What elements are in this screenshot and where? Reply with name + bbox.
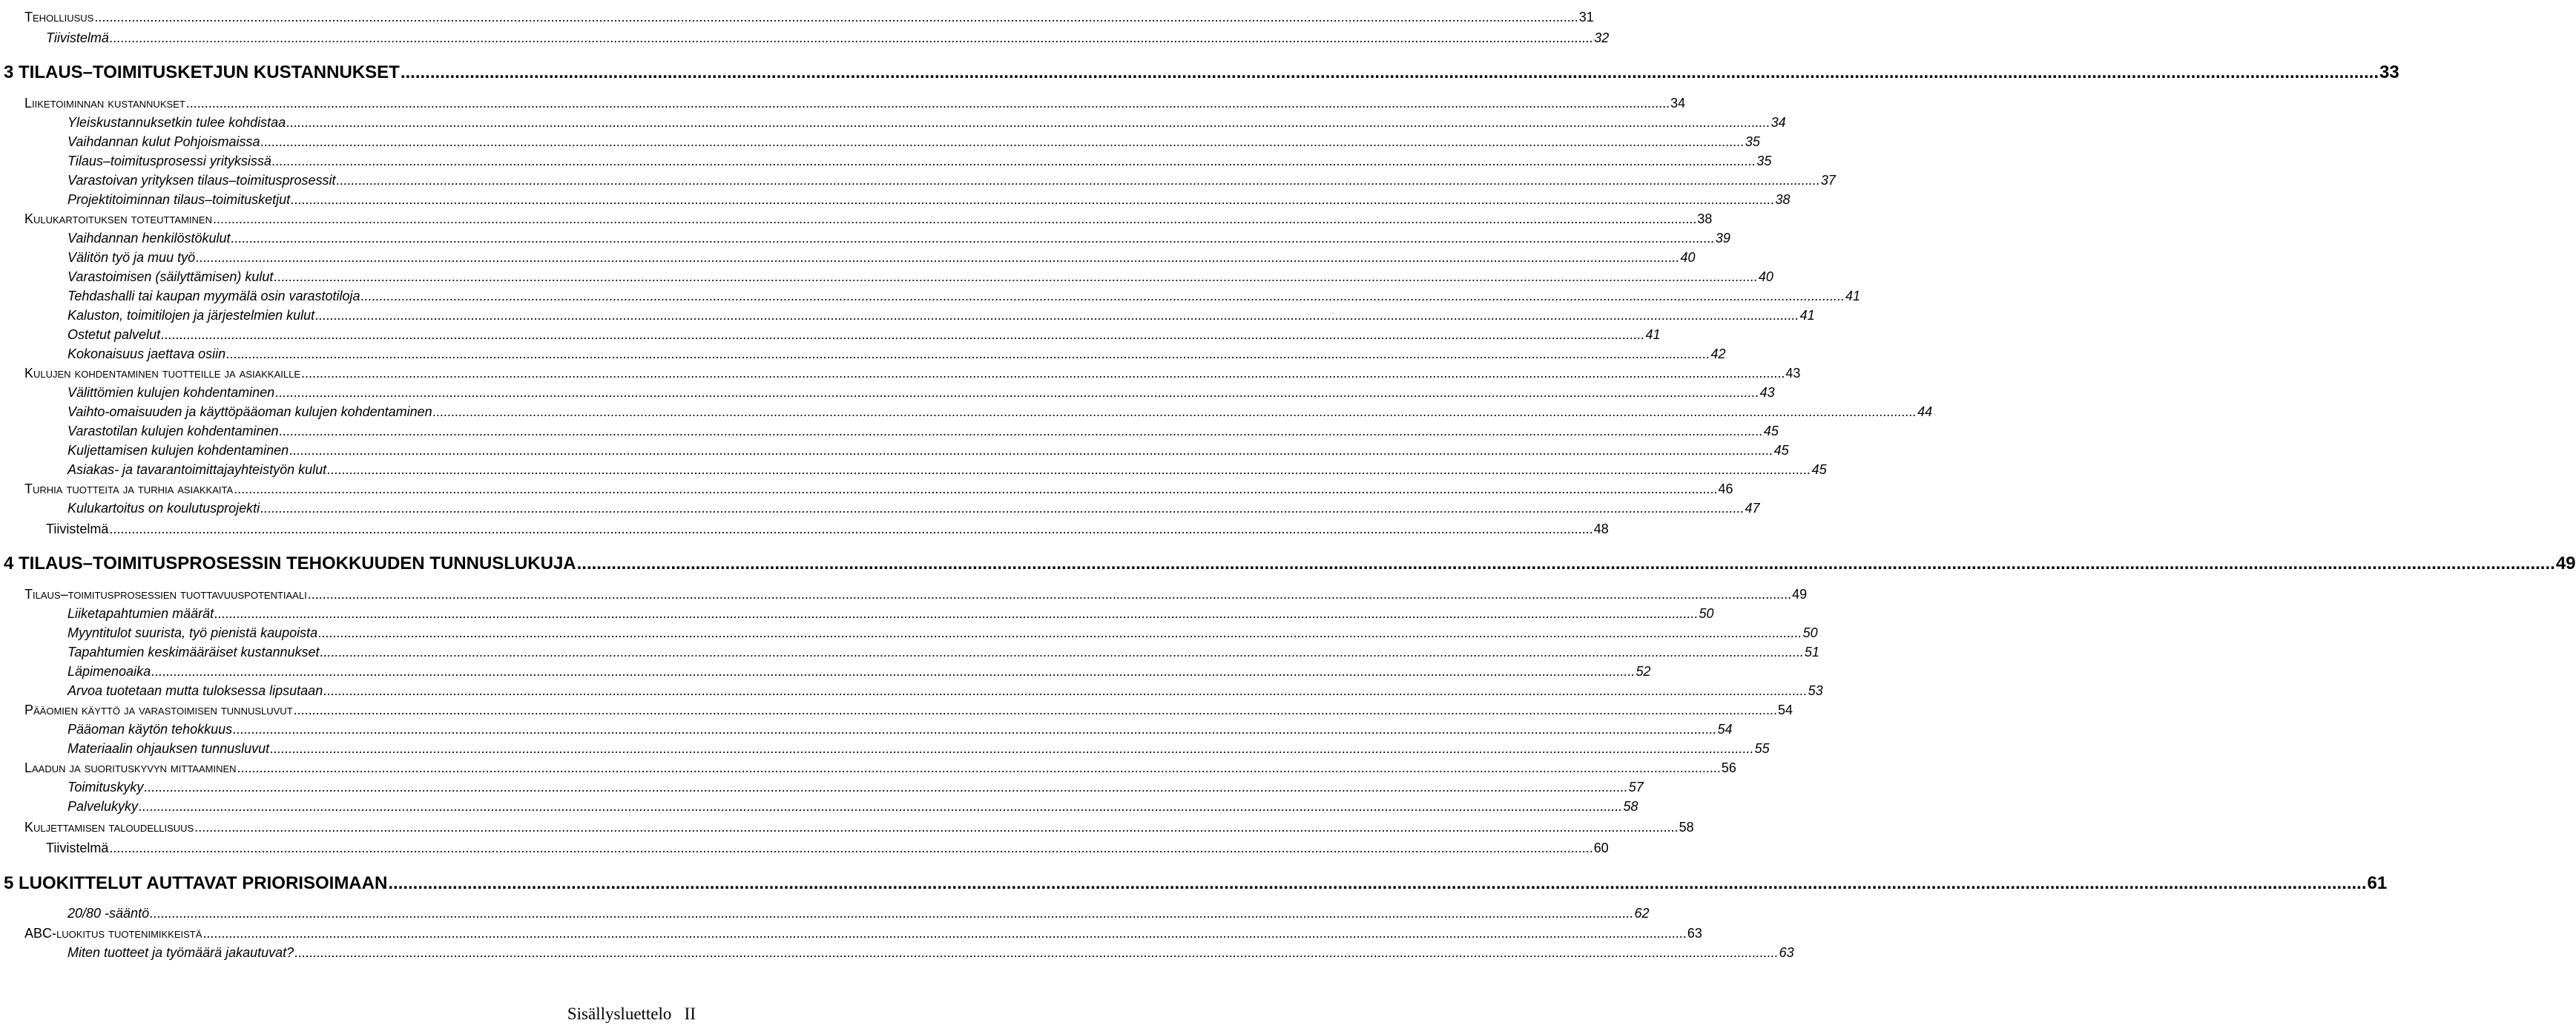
toc-dot-leader: ................................................................................................................................................................................................................................................................................................................................................................................................................ [294,945,1779,960]
toc-entry-page: 50 [1802,625,1818,640]
toc-entry-page: 34 [1670,96,1686,111]
toc-entry-title: Palvelukyky [67,799,139,814]
footer-page-number: II [684,1004,696,1023]
toc-dot-leader: ................................................................................................................................................................................................................................................................................................................................................................................................................ [231,231,1715,246]
page-footer [567,1004,696,1024]
toc-entry-page: 55 [1754,741,1770,756]
toc-dot-leader: ................................................................................................................................................................................................................................................................................................................................................................................................................ [214,606,1699,621]
toc-dot-leader: ................................................................................................................................................................................................................................................................................................................................................................................................................ [271,154,1756,168]
toc-entry[interactable] [67,134,1760,152]
toc-dot-leader: ................................................................................................................................................................................................................................................................................................................................................................................................................ [293,703,1778,717]
toc-dot-leader: ................................................................................................................................................................................................................................................................................................................................................................................................................ [360,289,1845,303]
toc-dot-leader: ................................................................................................................................................................................................................................................................................................................................................................................................................ [161,327,1645,342]
toc-dot-leader: ................................................................................................................................................................................................................................................................................................................................................................................................................ [194,820,1679,835]
toc-entry-title: Pääomien käyttö ja varastoimisen tunnusluvut [24,703,293,717]
toc-entry[interactable] [24,587,1808,605]
toc-entry-page: 53 [1808,683,1823,698]
toc-dot-leader: ................................................................................................................................................................................................................................................................................................................................................................................................................ [275,385,1759,400]
toc-entry[interactable] [67,250,1696,268]
toc-entry-title: Kulujen kohdentaminen tuotteille ja asiakkaille [24,366,301,381]
toc-entry-page: 43 [1785,366,1801,381]
toc-entry[interactable] [46,30,1610,48]
toc-entry-title: Liiketoiminnan kustannukset [24,96,185,111]
toc-dot-leader: ................................................................................................................................................................................................................................................................................................................................................................................................................ [212,211,1697,226]
toc-entry-title: Varastoivan yrityksen tilaus–toimitusprosessit [67,173,336,188]
toc-entry-page: 39 [1715,231,1730,246]
toc-entry-title: Projektitoiminnan tilaus–toimitusketjut [67,192,291,207]
toc-entry[interactable] [67,799,1638,817]
toc-dot-leader: ................................................................................................................................................................................................................................................................................................................................................................................................................ [196,250,1680,265]
toc-entry-title: Kulukartoituksen toteuttaminen [24,211,212,226]
toc-entry-title: Ostetut palvelut [67,327,161,342]
toc-dot-leader: ................................................................................................................................................................................................................................................................................................................................................................................................................ [109,522,1593,536]
toc-entry[interactable] [67,462,1827,480]
toc-entry-page: 48 [1593,522,1609,536]
toc-dot-leader: ................................................................................................................................................................................................................................................................................................................................................................................................................ [270,741,1754,756]
toc-entry-page: 40 [1758,269,1773,284]
toc-entry[interactable] [67,115,1786,133]
toc-dot-leader: ................................................................................................................................................................................................................................................................................................................................................................................................................ [144,780,1628,795]
toc-dot-leader: ................................................................................................................................................................................................................................................................................................................................................................................................................ [260,134,1745,149]
toc-entry[interactable] [4,873,2388,895]
toc-entry-title: 5 LUOKITTELUT AUTTAVAT PRIORISOIMAAN [4,873,388,893]
toc-entry-page: 41 [1799,308,1815,323]
toc-entry-page: 41 [1845,289,1860,303]
toc-entry-title: 3 TILAUS–TOIMITUSKETJUN KUSTANNUKSET [4,62,400,82]
toc-dot-leader: ................................................................................................................................................................................................................................................................................................................................................................................................................ [323,683,1808,698]
toc-entry-page: 42 [1710,346,1726,361]
toc-entry[interactable] [67,308,1815,326]
toc-entry-title: Varastotilan kulujen kohdentaminen [67,424,279,438]
toc-entry-title: Kulukartoitus on koulutusprojekti [67,501,260,516]
toc-dot-leader: ................................................................................................................................................................................................................................................................................................................................................................................................................ [279,424,1763,438]
toc-entry[interactable] [24,820,1694,838]
toc-entry-title: Pääoman käytön tehokkuus [67,722,233,737]
toc-entry-title: Välitön työ ja muu työ [67,250,196,265]
toc-entry-page: 54 [1717,722,1733,737]
toc-dot-leader: ................................................................................................................................................................................................................................................................................................................................................................................................................ [94,10,1578,24]
toc-entry[interactable] [24,703,1793,720]
toc-entry-title: Tapahtumien keskimääräiset kustannukset [67,645,320,660]
toc-entry[interactable] [67,780,1644,798]
toc-entry-title: Myyntitulot suurista, työ pienistä kaupoista [67,625,318,640]
toc-dot-leader: ................................................................................................................................................................................................................................................................................................................................................................................................................ [185,96,1670,111]
toc-entry-page: 34 [1770,115,1786,130]
toc-dot-leader: ................................................................................................................................................................................................................................................................................................................................................................................................................ [150,906,1634,921]
toc-entry-page: 57 [1628,780,1644,795]
toc-entry[interactable] [67,645,1819,662]
toc-dot-leader: ................................................................................................................................................................................................................................................................................................................................................................................................................ [202,926,1687,941]
toc-entry-title: Turhia tuotteita ja turhia asiakkaita [24,481,234,496]
toc-entry-page: 60 [1593,841,1609,855]
toc-dot-leader: ................................................................................................................................................................................................................................................................................................................................................................................................................ [109,30,1594,45]
toc-entry-title: 4 TILAUS–TOIMITUSPROSESSIN TEHOKKUUDEN TUNNUSLUKUJA [4,553,576,573]
toc-entry-title: Teholliusus [24,10,94,24]
toc-entry-page: 47 [1745,501,1760,516]
toc-entry[interactable] [67,327,1661,345]
toc-entry[interactable] [67,289,1860,306]
toc-entry-title: Tiivistelmä [46,30,109,45]
toc-entry-page: 40 [1680,250,1696,265]
toc-dot-leader: ................................................................................................................................................................................................................................................................................................................................................................................................................ [400,62,2379,82]
toc-entry[interactable] [67,443,1789,461]
toc-entry-page: 49 [2555,553,2576,573]
toc-entry[interactable] [67,154,1772,171]
toc-entry[interactable] [24,926,1702,944]
toc-entry-page: 35 [1745,134,1760,149]
toc-entry[interactable] [67,606,1714,624]
toc-dot-leader: ................................................................................................................................................................................................................................................................................................................................................................................................................ [260,501,1745,516]
toc-dot-leader: ................................................................................................................................................................................................................................................................................................................................................................................................................ [336,173,1820,188]
toc-entry-title: Kokonaisuus jaettava osiin [67,346,226,361]
toc-dot-leader: ................................................................................................................................................................................................................................................................................................................................................................................................................ [151,664,1635,679]
toc-entry[interactable] [67,269,1773,287]
toc-entry-page: 35 [1756,154,1772,168]
toc-entry-page: 63 [1687,926,1702,941]
toc-entry-title: Laadun ja suorituskyvyn mittaaminen [24,760,237,775]
toc-entry-title: 20/80 -sääntö [67,906,150,921]
toc-entry-page: 56 [1721,760,1736,775]
toc-dot-leader: ................................................................................................................................................................................................................................................................................................................................................................................................................ [234,481,1718,496]
toc-entry-title: Tiivistelmä [46,841,109,855]
toc-entry[interactable] [67,424,1779,441]
toc-entry-page: 38 [1697,211,1713,226]
toc-entry-title: Kuljettamisen taloudellisuus [24,820,194,835]
toc-entry[interactable] [4,62,2399,85]
toc-dot-leader: ................................................................................................................................................................................................................................................................................................................................................................................................................ [291,192,1775,207]
toc-entry-page: 62 [1634,906,1650,921]
toc-entry[interactable] [67,192,1791,210]
toc-entry[interactable] [67,231,1730,249]
toc-entry[interactable] [4,553,2576,576]
toc-entry-page: 52 [1635,664,1651,679]
toc-entry-title: ABC-luokitus tuotenimikkeistä [24,926,202,941]
toc-entry-page: 58 [1623,799,1638,814]
toc-dot-leader: ................................................................................................................................................................................................................................................................................................................................................................................................................ [301,366,1785,381]
toc-dot-leader: ................................................................................................................................................................................................................................................................................................................................................................................................................ [307,587,1792,602]
toc-entry-title: Liiketapahtumien määrät [67,606,214,621]
toc-entry[interactable] [24,10,1594,27]
footer-label: Sisällysluettelo [567,1004,672,1023]
toc-entry-title: Vaihdannan kulut Pohjoismaissa [67,134,260,149]
toc-entry-page: 54 [1778,703,1793,717]
toc-entry-title: Kaluston, toimitilojen ja järjestelmien kulut [67,308,315,323]
toc-entry[interactable] [67,741,1770,759]
toc-dot-leader: ................................................................................................................................................................................................................................................................................................................................................................................................................ [233,722,1717,737]
toc-dot-leader: ................................................................................................................................................................................................................................................................................................................................................................................................................ [237,760,1721,775]
toc-entry[interactable] [67,173,1836,191]
toc-entry-page: 63 [1779,945,1794,960]
toc-dot-leader: ................................................................................................................................................................................................................................................................................................................................................................................................................ [576,553,2555,573]
toc-entry-title: Tiivistelmä [46,522,109,536]
toc-entry[interactable] [24,211,1713,229]
toc-entry-title: Tehdashalli tai kaupan myymälä osin varastotiloja [67,289,360,303]
toc-entry[interactable] [67,385,1775,403]
toc-entry[interactable] [67,625,1818,643]
toc-entry[interactable] [67,906,1650,924]
toc-entry-page: 44 [1917,404,1933,419]
toc-entry-page: 58 [1679,820,1694,835]
toc-entry-page: 45 [1763,424,1779,438]
toc-entry[interactable] [67,683,1823,701]
toc-entry-page: 49 [1792,587,1808,602]
toc-entry[interactable] [46,841,1609,858]
toc-entry-title: Tilaus–toimitusprosessien tuottavuuspotentiaali [24,587,307,602]
toc-entry-title: Läpimenoaika [67,664,151,679]
toc-dot-leader: ................................................................................................................................................................................................................................................................................................................................................................................................................ [388,873,2367,893]
toc-entry-page: 37 [1820,173,1836,188]
toc-dot-leader: ................................................................................................................................................................................................................................................................................................................................................................................................................ [320,645,1804,660]
toc-entry-title: Toimituskyky [67,780,144,795]
toc-entry-page: 31 [1578,10,1594,24]
toc-entry[interactable] [67,664,1651,682]
toc-dot-leader: ................................................................................................................................................................................................................................................................................................................................................................................................................ [286,115,1770,130]
toc-entry-page: 61 [2367,873,2388,893]
toc-entry-title: Arvoa tuotetaan mutta tuloksessa lipsutaan [67,683,323,698]
toc-dot-leader: ................................................................................................................................................................................................................................................................................................................................................................................................................ [327,462,1811,477]
toc-entry-title: Tilaus–toimitusprosessi yrityksissä [67,154,271,168]
toc-entry-title: Miten tuotteet ja työmäärä jakautuvat? [67,945,294,960]
toc-entry-page: 43 [1759,385,1775,400]
toc-entry-page: 33 [2379,62,2399,82]
toc-entry-page: 45 [1811,462,1827,477]
toc-dot-leader: ................................................................................................................................................................................................................................................................................................................................................................................................................ [432,404,1917,419]
toc-entry[interactable] [67,945,1794,963]
toc-entry[interactable] [24,366,1801,384]
toc-entry-title: Asiakas- ja tavarantoimittajayhteistyön kulut [67,462,327,477]
toc-entry[interactable] [24,760,1736,778]
toc-entry[interactable] [67,404,1933,422]
toc-dot-leader: ................................................................................................................................................................................................................................................................................................................................................................................................................ [109,841,1593,855]
toc-entry-page: 46 [1718,481,1733,496]
toc-entry-title: Vaihdannan henkilöstökulut [67,231,231,246]
toc-entry-title: Yleiskustannuksetkin tulee kohdistaa [67,115,286,130]
toc-entry-title: Varastoimisen (säilyttämisen) kulut [67,269,274,284]
toc-entry-page: 50 [1699,606,1714,621]
toc-entry-page: 32 [1594,30,1610,45]
toc-entry-title: Materiaalin ohjauksen tunnusluvut [67,741,270,756]
toc-entry[interactable] [46,522,1609,539]
toc-dot-leader: ................................................................................................................................................................................................................................................................................................................................................................................................................ [289,443,1773,458]
toc-entry-title: Kuljettamisen kulujen kohdentaminen [67,443,289,458]
toc-entry[interactable] [24,481,1733,499]
toc-entry[interactable] [67,501,1760,519]
toc-entry-page: 45 [1773,443,1789,458]
toc-entry[interactable] [67,722,1733,740]
toc-dot-leader: ................................................................................................................................................................................................................................................................................................................................................................................................................ [318,625,1802,640]
toc-entry[interactable] [24,96,1686,114]
toc-entry-title: Vaihto-omaisuuden ja käyttöpääoman kulujen kohdentaminen [67,404,432,419]
toc-dot-leader: ................................................................................................................................................................................................................................................................................................................................................................................................................ [226,346,1710,361]
toc-entry-page: 38 [1775,192,1791,207]
toc-dot-leader: ................................................................................................................................................................................................................................................................................................................................................................................................................ [315,308,1799,323]
toc-entry-title: Välittömien kulujen kohdentaminen [67,385,275,400]
toc-dot-leader: ................................................................................................................................................................................................................................................................................................................................................................................................................ [139,799,1623,814]
toc-entry-page: 41 [1645,327,1661,342]
toc-entry-page: 51 [1804,645,1819,660]
toc-entry[interactable] [67,346,1726,364]
toc-dot-leader: ................................................................................................................................................................................................................................................................................................................................................................................................................ [274,269,1758,284]
